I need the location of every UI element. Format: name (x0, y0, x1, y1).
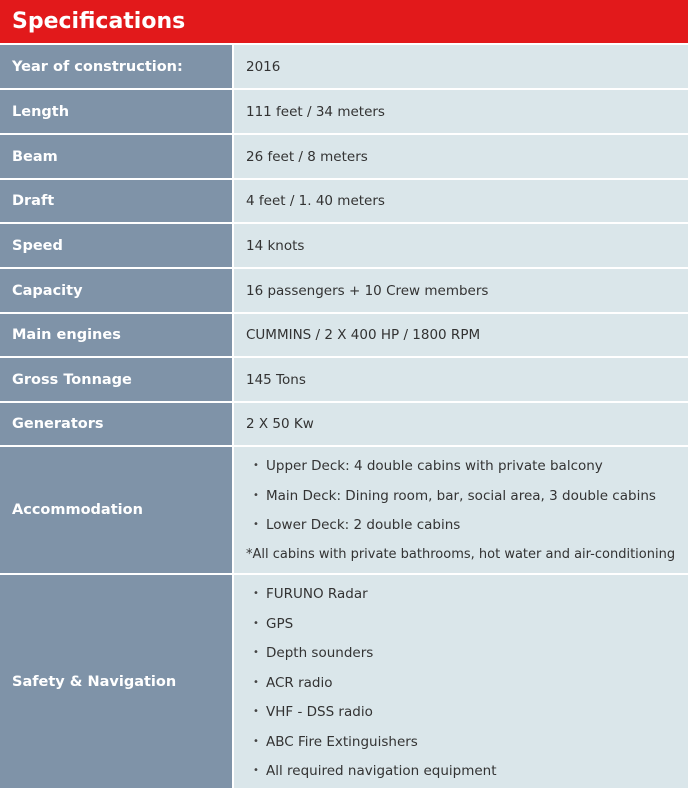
spec-value (234, 575, 688, 788)
spec-value: 111 feet / 34 meters (234, 90, 688, 133)
spec-label: Year of construction: (0, 45, 232, 88)
spec-label: Speed (0, 224, 232, 267)
spec-row-draft (0, 180, 688, 222)
list-item: • VHF - DSS radio (253, 699, 688, 729)
list-item: • All required navigation equipment (253, 758, 688, 788)
page-title: Specifications (0, 0, 688, 43)
spec-row-capacity (0, 269, 688, 312)
list-item: • Lower Deck: 2 double cabins (253, 512, 688, 542)
spec-label: Length (0, 90, 232, 133)
spec-value: 2016 (234, 45, 688, 88)
spec-row-beam (0, 135, 688, 178)
spec-row-generators (0, 403, 688, 445)
spec-row-year (0, 45, 688, 88)
spec-row-length (0, 90, 688, 133)
list-item: • Upper Deck: 4 double cabins with private balcony (253, 453, 688, 483)
spec-value: 145 Tons (234, 358, 688, 401)
safety-list (246, 581, 688, 788)
spec-label: Safety & Navigation (0, 575, 232, 788)
spec-label: Capacity (0, 269, 232, 312)
list-item: • GPS (253, 611, 688, 641)
spec-row-safety-navigation (0, 575, 688, 788)
spec-label: Gross Tonnage (0, 358, 232, 401)
spec-value (234, 447, 688, 573)
spec-value: 14 knots (234, 224, 688, 267)
accommodation-note: *All cabins with private bathrooms, hot water and air-conditioning (246, 546, 676, 562)
spec-value: 16 passengers + 10 Crew members (234, 269, 688, 312)
spec-label: Generators (0, 403, 232, 445)
list-item: • ABC Fire Extinguishers (253, 729, 688, 759)
list-item: • Depth sounders (253, 640, 688, 670)
spec-label: Beam (0, 135, 232, 178)
accommodation-list (246, 453, 688, 542)
list-item: • ACR radio (253, 670, 688, 700)
spec-row-gross-tonnage (0, 358, 688, 401)
spec-value: CUMMINS / 2 X 400 HP / 1800 RPM (234, 314, 688, 356)
spec-label: Accommodation (0, 447, 232, 573)
spec-value: 2 X 50 Kw (234, 403, 688, 445)
list-item: • Main Deck: Dining room, bar, social area, 3 double cabins (253, 483, 688, 513)
spec-row-speed (0, 224, 688, 267)
spec-value: 4 feet / 1. 40 meters (234, 180, 688, 222)
list-item: • FURUNO Radar (253, 581, 688, 611)
spec-row-accommodation (0, 447, 688, 573)
spec-row-main-engines (0, 314, 688, 356)
spec-label: Draft (0, 180, 232, 222)
spec-value: 26 feet / 8 meters (234, 135, 688, 178)
spec-label: Main engines (0, 314, 232, 356)
